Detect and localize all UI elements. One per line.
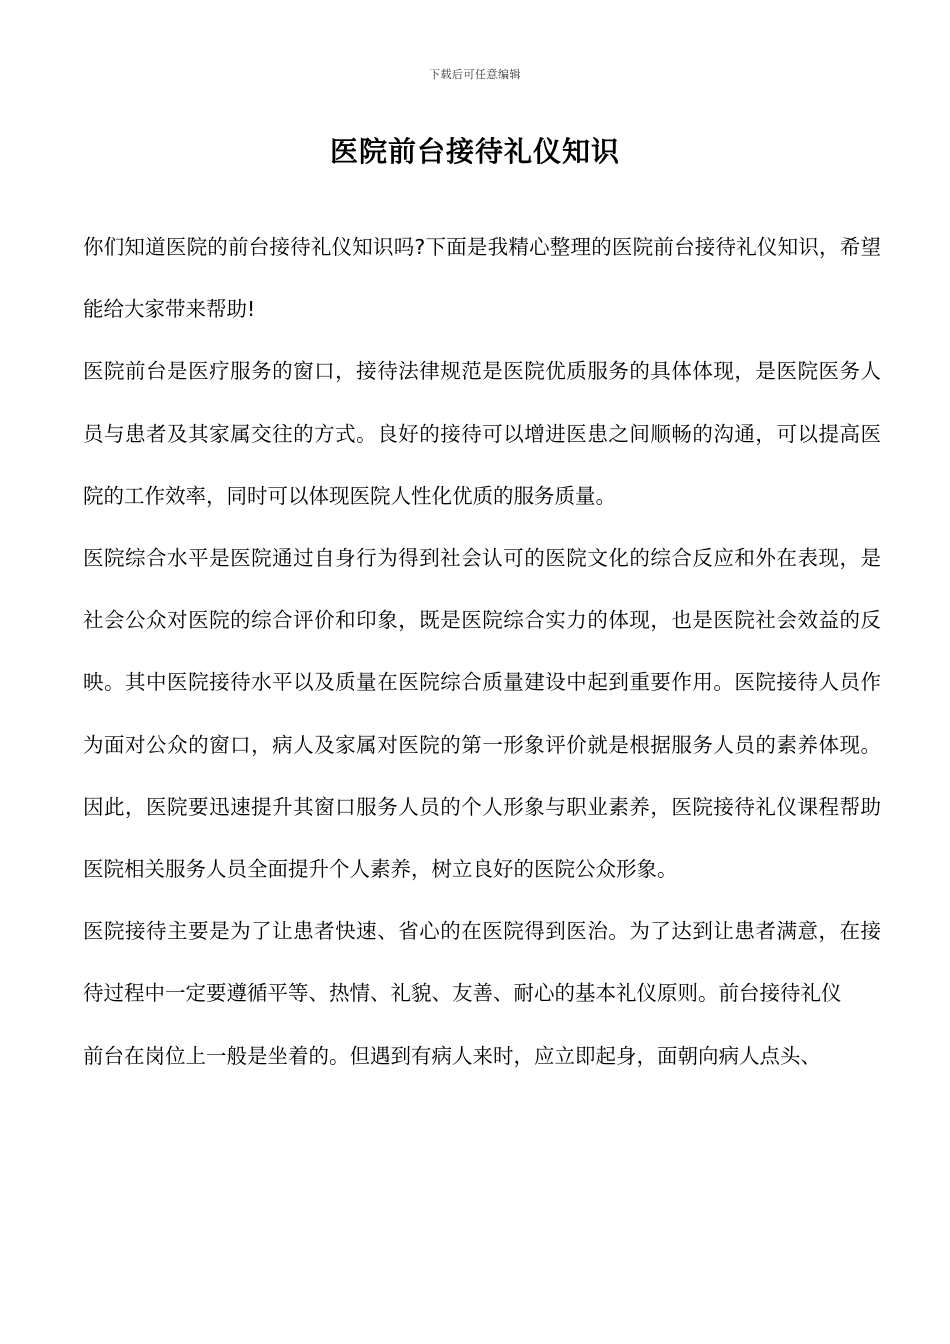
- paragraph-intro: 你们知道医院的前台接待礼仪知识吗?下面是我精心整理的医院前台接待礼仪知识，希望能给大家带来帮助!: [83, 235, 881, 322]
- document-title: 医院前台接待礼仪知识: [329, 135, 620, 168]
- paragraph-front-desk-window: 医院前台是医疗服务的窗口，接待法律规范是医院优质服务的具体体现，是医院医务人员与患者及其家属交往的方式。良好的接待可以增进医患之间顺畅的沟通，可以提高医院的工作效率，同时可以体现医院人性化优质的服务质量。: [83, 359, 881, 508]
- document-body: [83, 216, 881, 1087]
- header-note: 下载后可任意编辑: [429, 68, 521, 81]
- paragraph-hospital-level: 医院综合水平是医院通过自身行为得到社会认可的医院文化的综合反应和外在表现，是社会公众对医院的综合评价和印象，既是医院综合实力的体现，也是医院社会效益的反映。其中医院接待水平以及质量在医院综合质量建设中起到重要作用。医院接待人员作为面对公众的窗口，病人及家属对医院的第一形象评价就是根据服务人员的素养体现。因此，医院要迅速提升其窗口服务人员的个人形象与职业素养，医院接待礼仪课程帮助医院相关服务人员全面提升个人素养，树立良好的医院公众形象。: [83, 546, 881, 882]
- paragraph-reception-principles: 医院接待主要是为了让患者快速、省心的在医院得到医治。为了达到让患者满意，在接待过程中一定要遵循平等、热情、礼貌、友善、耐心的基本礼仪原则。前台接待礼仪: [83, 919, 881, 1006]
- paragraph-front-desk-posture: 前台在岗位上一般是坐着的。但遇到有病人来时，应立即起身，面朝向病人点头、: [83, 1043, 821, 1068]
